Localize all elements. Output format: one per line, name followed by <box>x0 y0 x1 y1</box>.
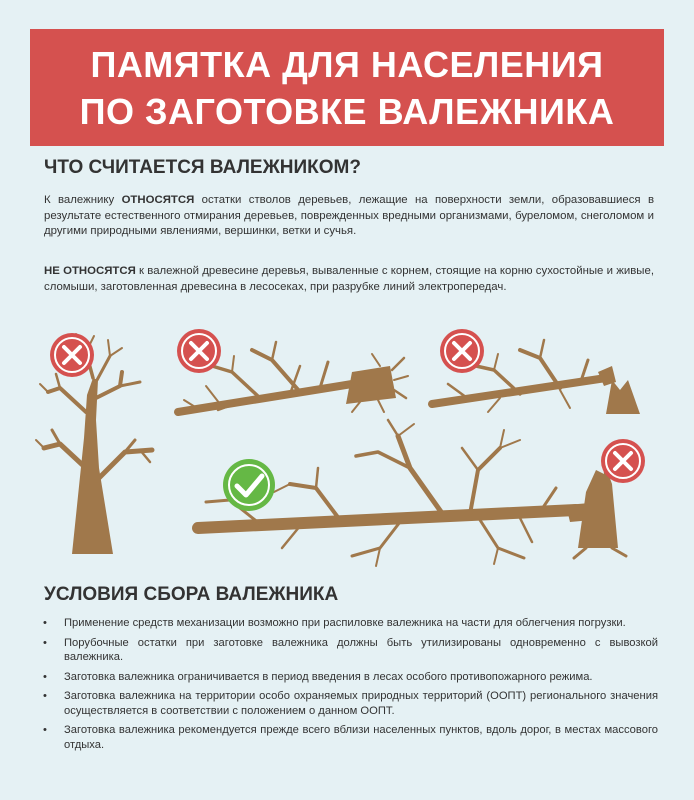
excluded-keyword: НЕ ОТНОСЯТСЯ <box>44 265 136 277</box>
list-item: • Применение средств механизации возможно при распиловке валежника на части для облегчения погрузки. <box>40 616 658 631</box>
illustration <box>0 318 694 580</box>
list-item: • Заготовка валежника ограничивается в период введения в лесах особого противопожарного режима. <box>40 670 658 685</box>
section-1-heading: ЧТО СЧИТАЕТСЯ ВАЛЕЖНИКОМ? <box>44 157 361 178</box>
title-banner <box>30 29 664 146</box>
check-icon <box>223 459 275 511</box>
section-2-heading: УСЛОВИЯ СБОРА ВАЛЕЖНИКА <box>44 584 339 605</box>
included-keyword: ОТНОСЯТСЯ <box>121 194 195 206</box>
definition-paragraph: К валежнику ОТНОСЯТСЯ остатки стволов деревьев, лежащие на поверхности земли, образовавшиеся в результате естественного отмирания деревьев, поврежденных вредными организмами, буреломом, снеголомом и другими природными явлениями, вершинки, ветки и сучья. <box>44 194 654 238</box>
list-item: • Порубочные остатки при заготовке валежника должны быть утилизированы одновременно с вывозкой валежника. <box>40 636 658 665</box>
cross-icon <box>601 439 645 483</box>
cross-icon <box>440 329 484 373</box>
exclusion-paragraph: НЕ ОТНОСЯТСЯ к валежной древесине деревья, вываленные с корнем, стоящие на корню сухостойные и живые, сломыши, заготовленная древесина в лесосеках, при разрубке линий электропередач. <box>44 265 654 293</box>
title-line-1: ПАМЯТКА ДЛЯ НАСЕЛЕНИЯ <box>90 44 604 85</box>
list-item: • Заготовка валежника на территории особо охраняемых природных территорий (ООПТ) регионального значения осуществляется в соответствии с положением о данном ООПТ. <box>40 689 658 718</box>
cross-icon <box>177 329 221 373</box>
list-item: • Заготовка валежника рекомендуется прежде всего вблизи населенных пунктов, вдоль дорог, в местах массового отдыха. <box>40 723 658 752</box>
standing-tree-illustration <box>36 334 152 554</box>
title-line-2: ПО ЗАГОТОВКЕ ВАЛЕЖНИКА <box>79 91 615 132</box>
conditions-list <box>40 616 658 757</box>
cross-icon <box>50 333 94 377</box>
